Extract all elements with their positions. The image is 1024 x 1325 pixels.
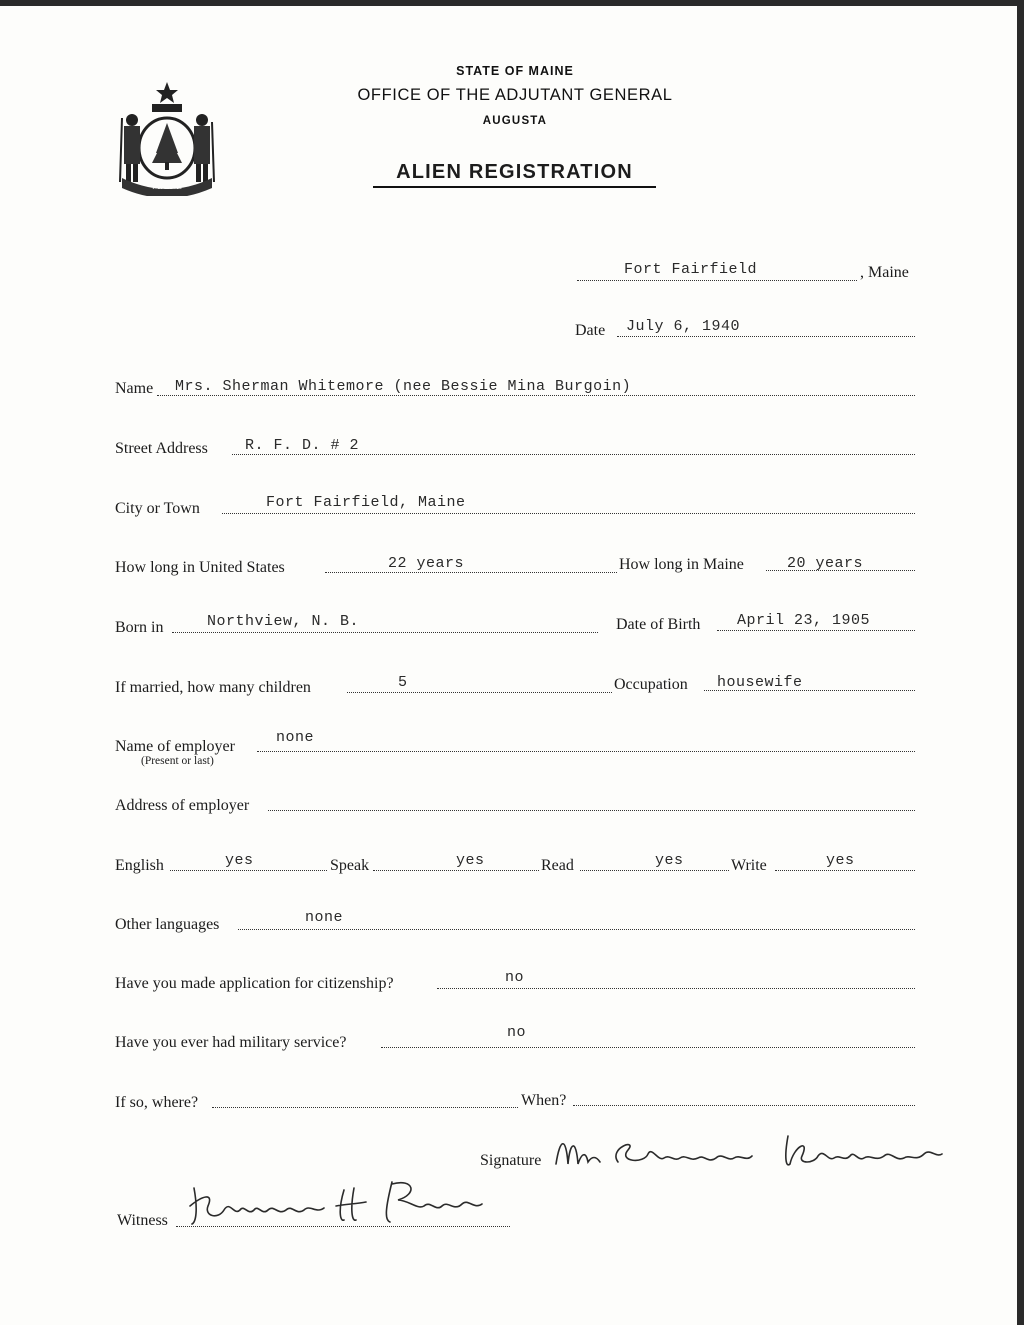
date-label: Date <box>575 322 606 339</box>
military-label: Have you ever had military service? <box>115 1034 347 1051</box>
street-value: R. F. D. # 2 <box>245 437 360 454</box>
dob-value: April 23, 1905 <box>737 612 871 629</box>
handwritten-signature <box>548 1128 948 1178</box>
employer-address-line <box>268 810 915 811</box>
occupation-label: Occupation <box>614 676 688 693</box>
street-line <box>232 454 915 455</box>
write-label: Write <box>731 857 767 874</box>
employer-line <box>257 751 915 752</box>
other-languages-value: none <box>305 909 344 926</box>
witness-signature <box>178 1170 498 1230</box>
employer-label: Name of employer <box>115 738 235 755</box>
where-line <box>212 1107 518 1108</box>
signature-label: Signature <box>480 1152 542 1169</box>
date-line <box>617 336 915 337</box>
read-line <box>580 870 729 871</box>
children-line <box>347 692 612 693</box>
born-in-line <box>172 632 598 633</box>
state-suffix: , Maine <box>860 264 909 281</box>
dob-line <box>717 630 915 631</box>
english-value: yes <box>225 852 254 869</box>
name-line <box>157 395 915 396</box>
us-duration-label: How long in United States <box>115 559 285 576</box>
city-heading: AUGUSTA <box>482 115 548 127</box>
read-value: yes <box>655 852 684 869</box>
when-label: When? <box>521 1092 567 1109</box>
scan-right-edge <box>1017 0 1024 1325</box>
city-label: City or Town <box>115 500 200 517</box>
citizenship-value: no <box>505 969 525 986</box>
scan-top-edge <box>0 0 1024 6</box>
town-line <box>577 280 857 281</box>
employer-sublabel: (Present or last) <box>141 755 214 767</box>
dob-label: Date of Birth <box>616 616 701 633</box>
employer-address-label: Address of employer <box>115 797 250 814</box>
seal-motto: MAINE <box>152 181 182 191</box>
date-value: July 6, 1940 <box>626 318 741 335</box>
when-line <box>573 1105 915 1106</box>
children-value: 5 <box>398 674 408 691</box>
speak-value: yes <box>456 852 485 869</box>
speak-line <box>373 870 539 871</box>
other-languages-line <box>238 929 915 930</box>
city-value: Fort Fairfield, Maine <box>266 494 466 511</box>
maine-duration-value: 20 years <box>787 555 864 572</box>
write-line <box>775 870 915 871</box>
other-languages-label: Other languages <box>115 916 220 933</box>
name-value: Mrs. Sherman Whitemore (nee Bessie Mina Burgoin) <box>175 378 632 395</box>
city-line <box>222 513 915 514</box>
english-label: English <box>115 857 164 874</box>
read-label: Read <box>541 857 574 874</box>
office-heading: OFFICE OF THE ADJUTANT GENERAL <box>357 86 673 104</box>
us-duration-value: 22 years <box>388 555 465 572</box>
form-title: ALIEN REGISTRATION <box>373 161 656 188</box>
citizenship-line <box>437 988 915 989</box>
write-value: yes <box>826 852 855 869</box>
where-label: If so, where? <box>115 1094 199 1111</box>
children-label: If married, how many children <box>115 679 311 696</box>
born-in-value: Northview, N. B. <box>207 613 360 630</box>
us-duration-line <box>325 572 617 573</box>
name-label: Name <box>115 380 154 397</box>
witness-label: Witness <box>117 1212 168 1229</box>
street-label: Street Address <box>115 440 208 457</box>
speak-label: Speak <box>330 857 370 874</box>
state-heading: STATE OF MAINE <box>456 64 574 78</box>
english-line <box>170 870 327 871</box>
maine-duration-label: How long in Maine <box>619 556 744 573</box>
born-in-label: Born in <box>115 619 164 636</box>
maine-state-seal <box>112 78 222 196</box>
town-value: Fort Fairfield <box>624 261 758 278</box>
occupation-value: housewife <box>717 674 803 691</box>
employer-value: none <box>276 729 315 746</box>
military-line <box>381 1047 915 1048</box>
citizenship-label: Have you made application for citizenship? <box>115 975 394 992</box>
military-value: no <box>507 1024 527 1041</box>
